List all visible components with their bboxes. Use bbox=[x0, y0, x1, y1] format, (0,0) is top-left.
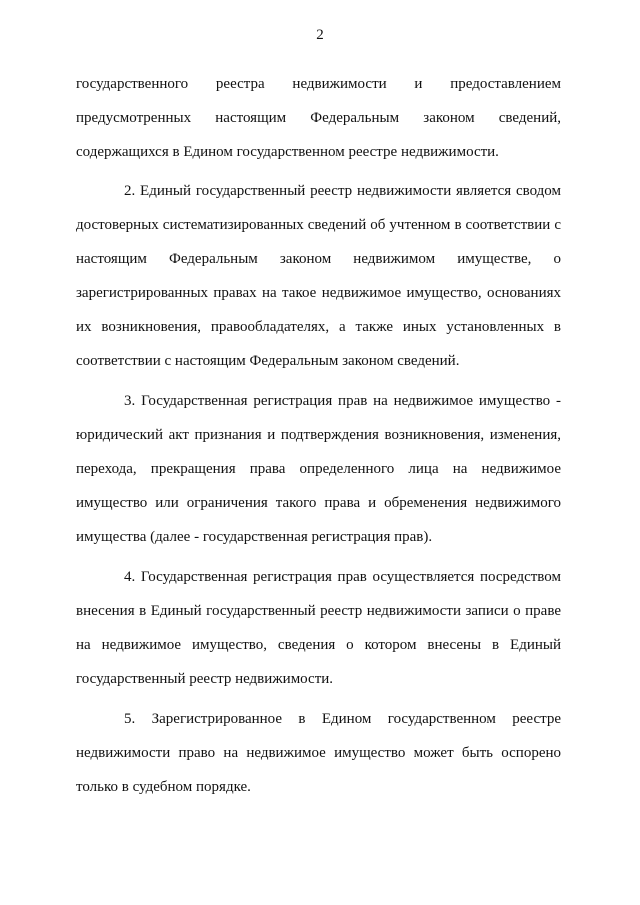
document-body bbox=[76, 67, 561, 804]
paragraph-4: 4. Государственная регистрация прав осуществляется посредством внесения в Единый государственный реестр недвижимости записи о праве на недвижимое имущество, сведения о котором внесены в Единый государственный реестр недвижимости. bbox=[76, 569, 561, 687]
paragraph-2: 2. Единый государственный реестр недвижимости является сводом достоверных систематизированных сведений об учтенном в соответствии с настоящим Федеральным законом недвижимом имуществе, о зарегистрированных правах на такое недвижимое имущество, основаниях их возникновения, правообладателях, а также иных установленных в соответствии с настоящим Федеральным законом сведений. bbox=[76, 183, 561, 369]
paragraph-3: 3. Государственная регистрация прав на недвижимое имущество - юридический акт признания и подтверждения возникновения, изменения, перехода, прекращения права определенного лица на недвижимое имущество или ограничения такого права и обременения недвижимого имущества (далее - государственная регистрация прав). bbox=[76, 393, 561, 545]
paragraph-continuation: государственного реестра недвижимости и предоставлением предусмотренных настоящим Федеральным законом сведений, содержащихся в Едином государственном реестре недвижимости. bbox=[76, 76, 561, 160]
page-number: 2 bbox=[316, 27, 324, 43]
paragraph-5: 5. Зарегистрированное в Едином государственном реестре недвижимости право на недвижимое имущество может быть оспорено только в судебном порядке. bbox=[76, 711, 561, 795]
